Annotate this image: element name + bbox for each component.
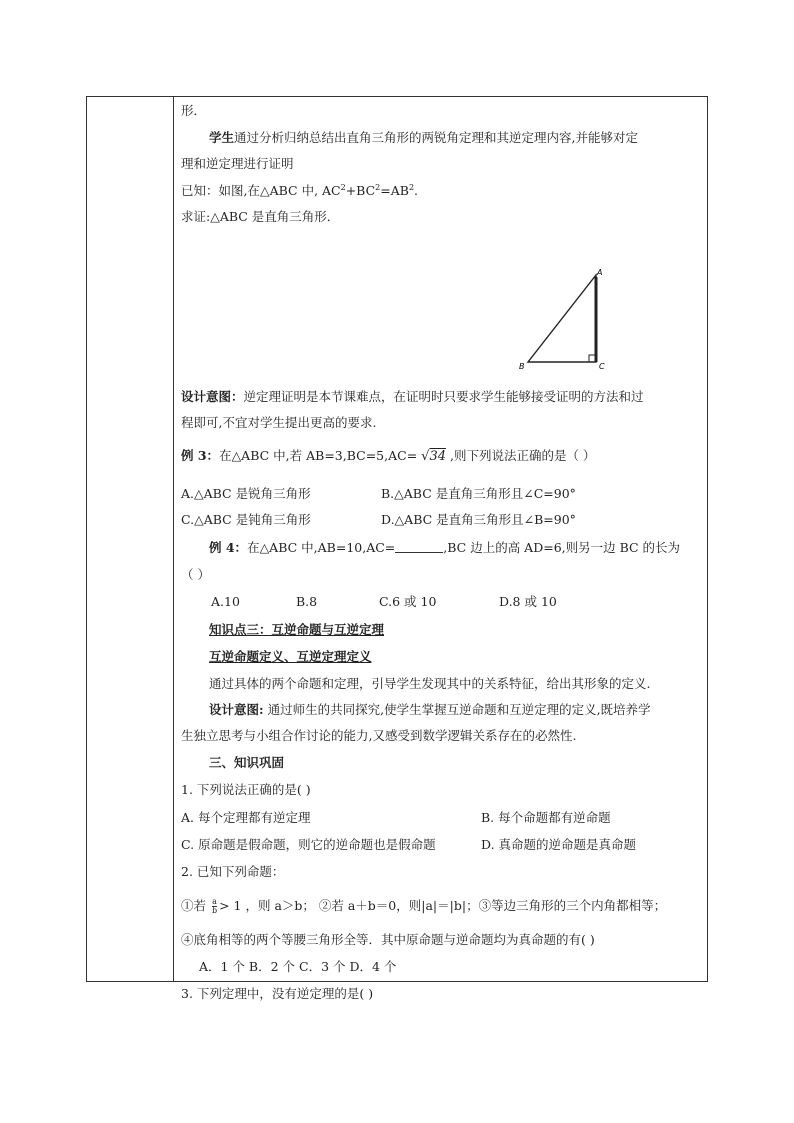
- text-line: 学生通过分析归纳总结出直角三角形的两锐角定理和其逆定理内容,并能够对定: [209, 130, 638, 145]
- label-b: B: [519, 362, 525, 371]
- option-c: C. 原命题是假命题，则它的逆命题也是假命题: [181, 837, 436, 852]
- fraction-a-over-b: $\frac{a}{b}$: [211, 897, 218, 915]
- sqrt-34: √34: [421, 449, 446, 464]
- option-d: D.8 或 10: [499, 594, 557, 609]
- question-3: 3. 下列定理中，没有逆定理的是( ): [181, 986, 374, 1001]
- option-b: B.△ABC 是直角三角形且∠C=90°: [381, 486, 576, 501]
- question-1: 1. 下列说法正确的是( ): [181, 782, 311, 797]
- knowledge-point-3: 知识点三：互逆命题与互逆定理: [209, 622, 385, 637]
- question-2-options: A．1 个 B．2 个 C．3 个 D．4 个: [199, 959, 397, 974]
- text-line: 程即可,不宜对学生提出更高的要求.: [181, 415, 377, 430]
- column-divider: [173, 97, 174, 981]
- option-a: A. 每个定理都有逆定理: [181, 810, 311, 825]
- example-4: 例 4：在△ABC 中,AB=10,AC= ,BC 边上的高 AD=6,则另一边 BC 的长为: [209, 540, 681, 555]
- option-b: B. 每个命题都有逆命题: [481, 810, 611, 825]
- prove-line: 求证:△ABC 是直角三角形．: [181, 209, 340, 224]
- given-line: 已知：如图,在△ABC 中, $AC^2+BC^2=AB^2$.: [181, 183, 419, 198]
- question-2-propositions: ④底角相等的两个等腰三角形全等．其中原命题与逆命题均为真命题的有( ): [181, 932, 595, 947]
- definition-heading: 互逆命题定义、互逆定理定义: [209, 649, 372, 664]
- text-line: （ ）: [181, 567, 210, 582]
- label-a: A: [597, 268, 603, 277]
- label-c: C: [599, 362, 605, 371]
- option-a: A.△ABC 是锐角三角形: [181, 486, 311, 501]
- design-intent-2: 设计意图: 通过师生的共同探究,使学生掌握互逆命题和互逆定理的定义,既培养学: [209, 702, 651, 717]
- option-d: D.△ABC 是直角三角形且∠B=90°: [381, 512, 576, 527]
- lesson-table: [86, 96, 708, 1001]
- example-3: 例 3：在△ABC 中,若 AB=3,BC=5,AC= √34 ,则下列说法正确的是（ ）: [181, 448, 596, 464]
- question-2-propositions: ①若 $\frac{a}{b}$ > 1 ，则 a＞b； ②若 a＋b＝0，则|a|＝|b|；③等边三角形的三个内角都相等；: [181, 897, 667, 915]
- question-2: 2. 已知下列命题：: [181, 864, 285, 879]
- option-b: B.8: [296, 594, 318, 609]
- triangle-abc: [528, 275, 596, 362]
- text-line: 形．: [181, 103, 207, 118]
- right-triangle-figure: [513, 265, 603, 371]
- option-c: C.6 或 10: [379, 594, 437, 609]
- option-c: C.△ABC 是钝角三角形: [181, 512, 311, 527]
- text-line: 理和逆定理进行证明: [181, 156, 294, 171]
- design-intent: 设计意图：逆定理证明是本节课难点，在证明时只要求学生能够接受证明的方法和过: [181, 389, 644, 404]
- section-heading: 三、知识巩固: [209, 755, 285, 770]
- answer-blank: [395, 540, 443, 553]
- text-line: 通过具体的两个命题和定理，引导学生发现其中的关系特征，给出其形象的定义.: [209, 676, 651, 691]
- option-a: A.10: [211, 594, 240, 609]
- text-line: 生独立思考与小组合作讨论的能力,又感受到数学逻辑关系存在的必然性.: [181, 728, 577, 743]
- option-d: D. 真命题的逆命题是真命题: [481, 837, 637, 852]
